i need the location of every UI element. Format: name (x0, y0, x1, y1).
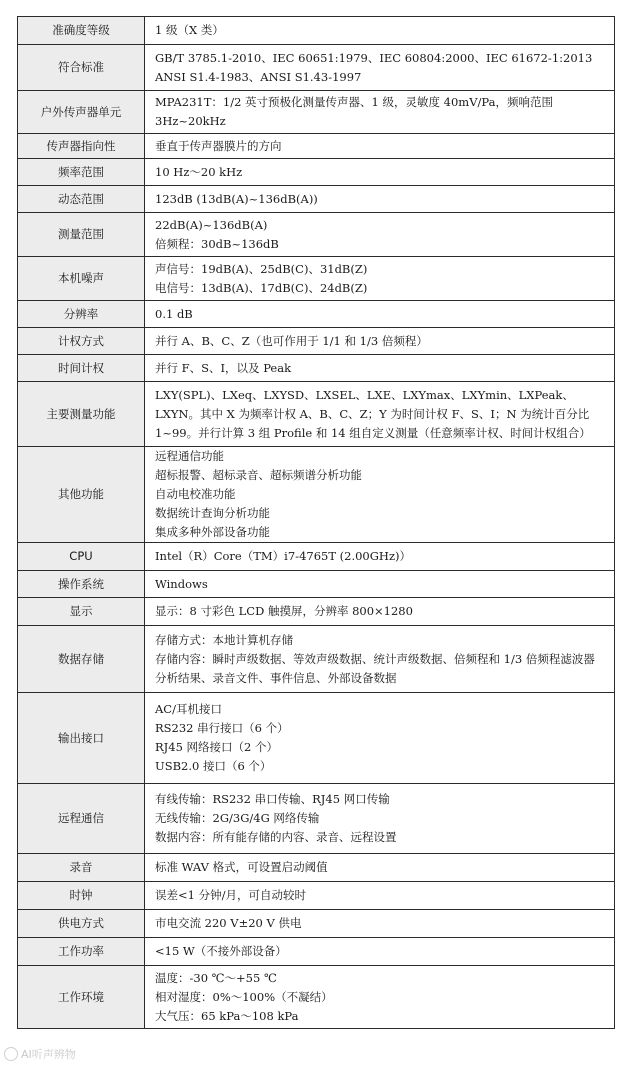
value-line: 有线传输：RS232 串口传输、RJ45 网口传输 (155, 792, 390, 806)
row-label: 其他功能 (18, 447, 145, 543)
row-value (145, 17, 615, 45)
row-value (145, 784, 615, 854)
table-row (18, 626, 615, 693)
value-line: 存储内容：瞬时声级数据、等效声级数据、统计声级数据、倍频程和 1/3 倍频程滤波器分析结果、录音文件、事件信息、外部设备数据 (155, 651, 595, 685)
value-line: RS232 串行接口（6 个） (155, 721, 289, 735)
row-label: 供电方式 (18, 910, 145, 938)
value-line: 声信号：19dB(A)、25dB(C)、31dB(Z) (155, 261, 368, 276)
table-row (18, 257, 615, 301)
row-value (145, 45, 615, 91)
value-line: 数据统计查询分析功能 (155, 506, 270, 520)
value-line: 电信号：13dB(A)、17dB(C)、24dB(Z) (155, 280, 368, 295)
value-line: 垂直于传声器膜片的方向 (155, 138, 282, 153)
value-line: AC/耳机接口 (155, 702, 222, 716)
value-line: Intel（R）Core（TM）i7-4765T (2.00GHz)） (155, 549, 412, 563)
table-row (18, 382, 615, 447)
watermark-text: AI听声辨物 (21, 1048, 76, 1061)
value-line: 自动电校准功能 (155, 487, 236, 501)
row-value (145, 447, 615, 543)
table-row (18, 784, 615, 854)
row-label: 操作系统 (18, 571, 145, 598)
table-row (18, 91, 615, 134)
table-row (18, 854, 615, 882)
table-row (18, 186, 615, 213)
row-label: 分辨率 (18, 301, 145, 328)
row-label: 时钟 (18, 882, 145, 910)
value-line: 0.1 dB (155, 306, 193, 321)
value-line: 10 Hz～20 kHz (155, 164, 243, 179)
row-label: 输出接口 (18, 693, 145, 784)
row-value (145, 257, 615, 301)
row-value (145, 626, 615, 693)
row-label: 符合标准 (18, 45, 145, 91)
table-row (18, 598, 615, 626)
row-label: 测量范围 (18, 213, 145, 257)
wechat-icon (4, 1047, 18, 1061)
value-line: 22dB(A)~136dB(A) (155, 217, 268, 232)
row-value (145, 854, 615, 882)
value-line: 并行 F、S、I，以及 Peak (155, 360, 292, 375)
value-line: <15 W（不接外部设备） (155, 944, 287, 958)
row-value (145, 938, 615, 966)
value-line: 无线传输：2G/3G/4G 网络传输 (155, 811, 320, 825)
value-line: 大气压：65 kPa～108 kPa (155, 1008, 299, 1023)
value-line: 温度：-30 ℃～+55 ℃ (155, 970, 277, 985)
row-label: 录音 (18, 854, 145, 882)
row-label: 准确度等级 (18, 17, 145, 45)
value-line: 数据内容：所有能存储的内容、录音、远程设置 (155, 830, 397, 844)
row-value (145, 693, 615, 784)
value-line: 123dB (13dB(A)~136dB(A)) (155, 191, 318, 206)
watermark (4, 1046, 76, 1062)
table-row (18, 134, 615, 159)
value-line: USB2.0 接口（6 个） (155, 759, 272, 773)
value-line: 显示：8 寸彩色 LCD 触摸屏，分辨率 800×1280 (155, 604, 413, 618)
row-value (145, 328, 615, 355)
row-value (145, 598, 615, 626)
value-line: 超标报警、超标录音、超标频谱分析功能 (155, 468, 362, 482)
row-value (145, 882, 615, 910)
value-line: GB/T 3785.1-2010、IEC 60651:1979、IEC 60804:2000、IEC 61672-1:2013 (155, 50, 593, 65)
value-line: LXY(SPL)、LXeq、LXYSD、LXSEL、LXE、LXYmax、LXYmin、LXPeak、LXYN。其中 X 为频率计权 A、B、C、Z；Y 为时间计权 F、S、I；N 为统计百分比 1~99。并行计算 3 组 Profile 和 14 组自定义测量（任意频率计权、时间计权组合） (155, 387, 591, 440)
value-line: 1 级（X 类） (155, 23, 224, 37)
table-row (18, 45, 615, 91)
value-line: 误差<1 分钟/月，可自动较时 (155, 888, 306, 902)
table-row (18, 17, 615, 45)
value-line: 倍频程：30dB~136dB (155, 236, 279, 251)
row-label: 本机噪声 (18, 257, 145, 301)
row-label: 时间计权 (18, 355, 145, 382)
row-value (145, 159, 615, 186)
row-label: 显示 (18, 598, 145, 626)
row-value (145, 213, 615, 257)
row-label: 远程通信 (18, 784, 145, 854)
table-row (18, 966, 615, 1029)
table-row (18, 693, 615, 784)
table-row (18, 910, 615, 938)
row-label: 主要测量功能 (18, 382, 145, 447)
row-label: 计权方式 (18, 328, 145, 355)
row-label: CPU (18, 543, 145, 571)
row-label: 工作环境 (18, 966, 145, 1029)
table-row (18, 328, 615, 355)
row-label: 动态范围 (18, 186, 145, 213)
value-line: 相对湿度：0%～100%（不凝结） (155, 989, 333, 1004)
row-value (145, 571, 615, 598)
value-line: MPA231T：1/2 英寸预极化测量传声器、1 级，灵敏度 40mV/Pa，频响范围 3Hz~20kHz (155, 95, 553, 128)
value-line: 集成多种外部设备功能 (155, 525, 270, 539)
row-value (145, 910, 615, 938)
value-line: 并行 A、B、C、Z（也可作用于 1/1 和 1/3 倍频程） (155, 333, 428, 348)
table-row (18, 543, 615, 571)
value-line: 标准 WAV 格式，可设置启动阈值 (155, 860, 328, 874)
table-row (18, 301, 615, 328)
value-line: RJ45 网络接口（2 个） (155, 740, 279, 754)
row-value (145, 186, 615, 213)
row-value (145, 355, 615, 382)
row-value (145, 134, 615, 159)
row-value (145, 301, 615, 328)
value-line: 市电交流 220 V±20 V 供电 (155, 916, 302, 930)
table-row (18, 882, 615, 910)
row-label: 工作功率 (18, 938, 145, 966)
row-value (145, 966, 615, 1029)
row-value (145, 382, 615, 447)
value-line: 远程通信功能 (155, 449, 224, 463)
row-value (145, 91, 615, 134)
row-label: 频率范围 (18, 159, 145, 186)
table-row (18, 938, 615, 966)
table-row (18, 447, 615, 543)
value-line: ANSI S1.4-1983、ANSI S1.43-1997 (155, 69, 362, 84)
table-row (18, 159, 615, 186)
value-line: Windows (155, 576, 208, 591)
table-row (18, 213, 615, 257)
table-row (18, 355, 615, 382)
spec-table (17, 16, 615, 1029)
row-value (145, 543, 615, 571)
value-line: 存储方式：本地计算机存储 (155, 632, 293, 647)
row-label: 户外传声器单元 (18, 91, 145, 134)
row-label: 数据存储 (18, 626, 145, 693)
row-label: 传声器指向性 (18, 134, 145, 159)
table-row (18, 571, 615, 598)
